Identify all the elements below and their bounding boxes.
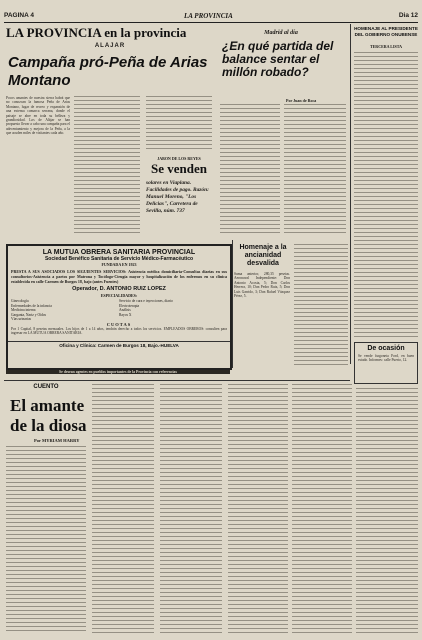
article-headline: Campaña pró-Peña de Arias Montano <box>8 54 208 89</box>
ad-title: Se venden <box>151 161 207 176</box>
cuento-body <box>160 384 222 634</box>
masthead: LA PROVINCIA <box>184 12 233 20</box>
article2-body <box>284 104 346 236</box>
article-body-continued <box>146 96 212 152</box>
specialties-right: Servicio de cura e inyecciones, diario Electroterapia Análisis Rayos X <box>119 299 173 317</box>
mutua-cuotas: CUOTAS <box>106 321 132 327</box>
article-body-continued <box>74 96 140 234</box>
cuento-headline: El amante de la diosa <box>10 396 87 435</box>
mutua-operator: Operador, D. ANTONIO RUIZ LOPEZ <box>72 286 166 292</box>
homenaje-list <box>294 244 348 366</box>
cuento-body <box>228 384 288 634</box>
mutua-subtitle: Sociedad Benéfico Sanitaria de Servicio Médico-Farmacéutico <box>44 256 194 262</box>
cuento-body <box>92 384 154 634</box>
article2-kicker: Madrid al día <box>264 30 298 36</box>
ad-body: solares en Viaplana. Facilidades de pago. Razón: Manuel Moreno, "Los Delicias", Carretera de Sevilla, núm. 737 <box>146 180 209 214</box>
mutua-title: LA MUTUA OBRERA SANITARIA PROVINCIAL <box>42 249 196 256</box>
mutua-office: Oficina y Clínica: Carmen de Burgos 18, Bajo.-HUELVA <box>8 341 230 348</box>
mutua-specialties: ESPECIALIDADES: <box>100 293 138 298</box>
article2-byline: Por Juan de Roca <box>286 98 317 103</box>
mutua-cuotas-text: Por 1 Capital, 8 pesetas mensuales. Los hijos de 1 a 14 años, tendrán derecho a todos los servicios. EMPLEADOS OBREROS: consulten para ingresar en LA MUTUA OBRERA SANITARIA. <box>11 326 227 336</box>
specialties-left: Ginecología Enfermedades de la infancia Medicina interna Garganta, Nariz y Oídos Vías urinarias <box>11 299 52 322</box>
cuento-byline: Por MYRIAM HARRY <box>34 438 80 443</box>
cuento-body <box>6 446 86 634</box>
homenaje2-list <box>354 52 418 338</box>
article-body: Pocos amantes de nuestra sierra habrá que no conozcan la famosa Peña de Arias Montano, lugar de recreo y expansión de una extensa comarca serrana, donde el paisaje se abre en toda su belleza y grandiosidad. Los de Alájar se han propuesto llevar a cabo una campaña para el adecentamiento y mejora de la Peña, a la que acuden miles de visitantes cada año. <box>6 96 70 136</box>
classified-ad <box>146 162 212 240</box>
section-title: LA PROVINCIA en la provincia <box>6 25 187 40</box>
ocasion-body: Se vende furgoneta Ford, en buen estado. Informes: calle Puerto, 12. <box>358 354 414 363</box>
mutua-ad <box>6 244 232 370</box>
homenaje-body: Suma anterior, 280,35 pesetas. Aeronaval Independiente: Don Antonio Acosta, 5; Don Carlos Herrera, 10; Don Pedro Ruiz, 5; Don Luis Garrido, 3; Don Rafael Vázquez Pérez, 5. <box>234 272 290 299</box>
cuento-body <box>356 388 418 634</box>
ocasion-box <box>354 342 418 384</box>
ocasion-title: De ocasión <box>367 345 405 352</box>
page-date: Dia 12 <box>398 12 418 19</box>
mutua-footnote: Se desean agentes en pueblos importantes de la Provincia con referencias <box>6 370 230 374</box>
mutua-founded: FUNDADA EN 1923 <box>101 262 137 267</box>
mutua-lead: PRESTA A SUS ASOCIADOS LOS SIGUIENTES SERVICIOS: Asistencia médica domiciliaria-Consultas diarias en sus consultorios-Asistencia a partos por Matrona y Tocólogo-Cirugía mayor y hospitalización de los enfermos en su clínica establecida en calle Carmen de Burgos 18, bajo (antes Fuentes) <box>11 269 227 284</box>
jabon-label: JABON DE LOS REYES <box>157 156 201 161</box>
homenaje2-title: HOMENAJE AL PRESIDENTE DEL GOBIERNO ONUBENSE <box>354 26 418 37</box>
article2-body <box>220 104 280 236</box>
page-header <box>4 12 418 23</box>
homenaje-title: Homenaje a la ancianidad desvalida <box>239 244 287 267</box>
page-number: PAGINA 4 <box>4 12 34 19</box>
article-kicker: ALAJAR <box>94 43 126 49</box>
article2-headline: ¿En qué partida del balance sentar el millón robado? <box>222 39 334 79</box>
cuento-body <box>292 384 352 634</box>
homenaje2-sub: TERCERA LISTA <box>369 44 403 49</box>
cuento-label: CUENTO <box>33 384 59 390</box>
